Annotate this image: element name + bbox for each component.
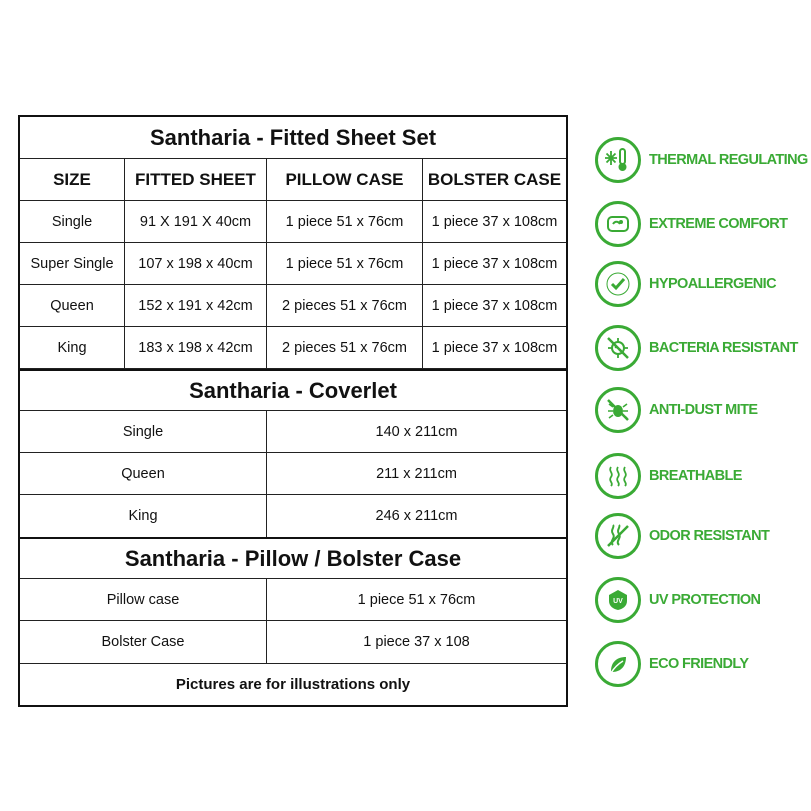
fitted-sheet-cell: 152 x 191 x 42cm (125, 285, 267, 326)
feature-label: ANTI-DUST MITE (649, 402, 758, 418)
feature-extreme-comfort (595, 196, 787, 252)
pillow-case-cell: 2 pieces 51 x 76cm (267, 285, 423, 326)
header-pillow-case: PILLOW CASE (267, 159, 423, 200)
table-row (20, 621, 566, 663)
header-fitted-sheet: FITTED SHEET (125, 159, 267, 200)
disclaimer-row (20, 663, 566, 705)
feature-hypoallergenic (595, 256, 776, 312)
coverlet-dimension-cell: 211 x 211cm (376, 465, 457, 482)
pillow-dimension-cell: 1 piece 37 x 108 (363, 634, 470, 650)
size-cell: Queen (20, 285, 125, 326)
table-row (20, 453, 566, 495)
breathable-waves-icon (595, 453, 641, 499)
feature-bacteria-resistant (595, 320, 798, 376)
feature-label: EXTREME COMFORT (649, 216, 788, 232)
pillow-case-cell: 2 pieces 51 x 76cm (267, 327, 423, 368)
coverlet-size-cell: King (20, 495, 267, 537)
pillow-dimension-cell: 1 piece 51 x 76cm (357, 591, 476, 608)
coverlet-title (20, 369, 566, 411)
pillow-item-cell: Bolster Case (20, 621, 267, 663)
feature-thermal-regulating (595, 132, 808, 188)
bolster-case-cell: 1 piece 37 x 108cm (431, 297, 558, 314)
feature-eco-friendly (595, 636, 748, 692)
feature-label: ODOR RESISTANT (649, 528, 770, 544)
table-row (20, 495, 566, 537)
fitted-sheet-cell: 107 x 198 x 40cm (125, 243, 267, 284)
feature-label: HYPOALLERGENIC (649, 276, 776, 292)
fitted-header-row (20, 159, 566, 201)
table-row (20, 579, 566, 621)
table-row (20, 201, 566, 243)
no-bacteria-icon (595, 325, 641, 371)
table-row (20, 285, 566, 327)
feature-label: ECO FRIENDLY (649, 656, 749, 672)
thermometer-snowflake-icon (595, 137, 641, 183)
disclaimer-text: Pictures are for illustrations only (175, 676, 411, 693)
no-odor-icon (595, 513, 641, 559)
size-cell: Super Single (20, 243, 125, 284)
coverlet-size-cell: Single (20, 411, 267, 452)
pillow-bolster-title (20, 537, 566, 579)
fitted-sheet-title (20, 117, 566, 159)
feature-odor-resistant (595, 508, 769, 564)
size-cell: King (20, 327, 125, 368)
pillow-bolster-title-text: Santharia - Pillow / Bolster Case (124, 545, 462, 571)
fitted-sheet-cell: 183 x 198 x 42cm (125, 327, 267, 368)
feature-breathable (595, 448, 742, 504)
hypoallergenic-icon (595, 261, 641, 307)
feature-anti-dust-mite (595, 382, 757, 438)
pillow-icon (595, 201, 641, 247)
bolster-case-cell: 1 piece 37 x 108cm (431, 213, 558, 230)
fitted-sheet-cell: 91 X 191 X 40cm (125, 201, 267, 242)
no-mite-icon (595, 387, 641, 433)
coverlet-size-cell: Queen (20, 453, 267, 494)
table-row (20, 243, 566, 285)
header-size: SIZE (20, 159, 125, 200)
pillow-item-cell: Pillow case (20, 579, 267, 620)
coverlet-dimension-cell: 140 x 211cm (375, 423, 458, 440)
bolster-case-cell: 1 piece 37 x 108cm (431, 339, 558, 356)
svg-text:UV: UV (613, 598, 623, 605)
size-cell: Single (20, 201, 125, 242)
coverlet-dimension-cell: 246 x 211cm (375, 508, 458, 524)
fitted-sheet-title-text: Santharia - Fitted Sheet Set (149, 124, 437, 150)
table-row (20, 327, 566, 369)
feature-label: BACTERIA RESISTANT (649, 340, 798, 356)
header-bolster-case: BOLSTER CASE (427, 169, 562, 189)
feature-uv-protection (595, 572, 760, 628)
size-chart-table (18, 115, 568, 707)
bolster-case-cell: 1 piece 37 x 108cm (431, 255, 558, 272)
feature-label: BREATHABLE (649, 468, 742, 484)
feature-label: THERMAL REGULATING (649, 152, 808, 168)
uv-shield-icon (595, 577, 641, 623)
pillow-case-cell: 1 piece 51 x 76cm (267, 201, 423, 242)
table-row (20, 411, 566, 453)
pillow-case-cell: 1 piece 51 x 76cm (267, 243, 423, 284)
leaf-icon (595, 641, 641, 687)
coverlet-title-text: Santharia - Coverlet (189, 377, 397, 403)
feature-label: UV PROTECTION (649, 592, 761, 608)
